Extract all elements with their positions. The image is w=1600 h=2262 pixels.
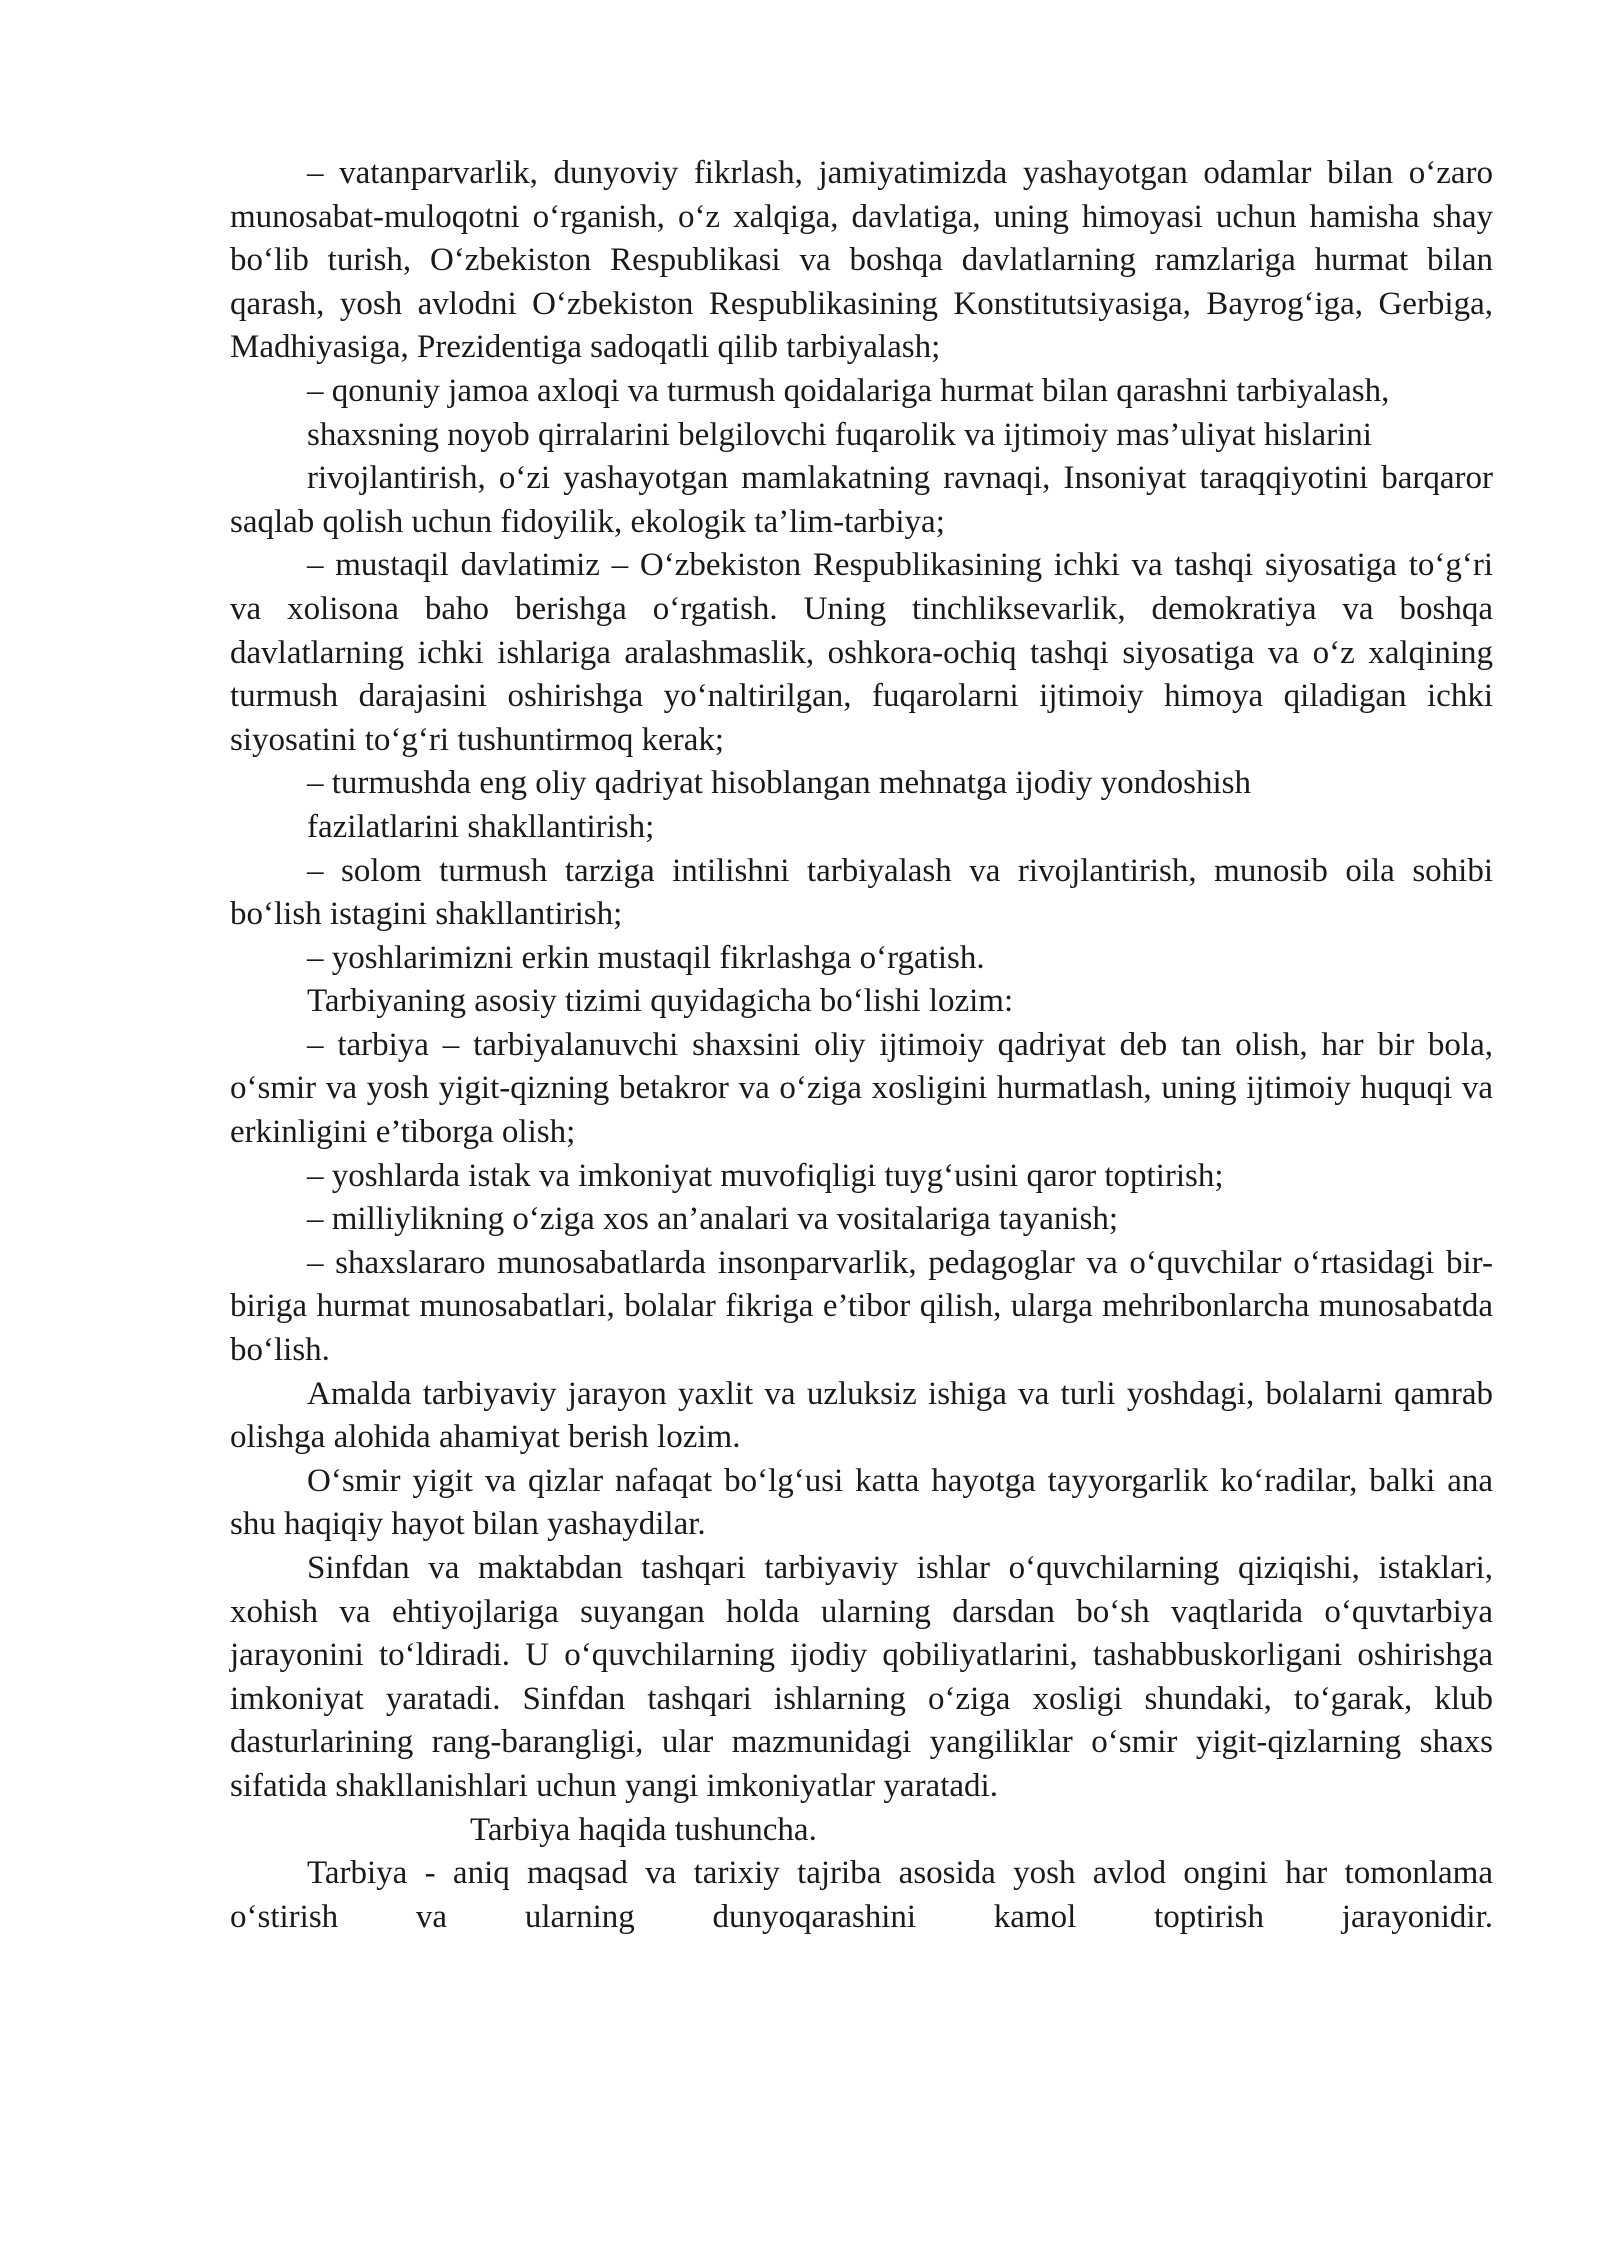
paragraph-extracurricular: Sinfdan va maktabdan tashqari tarbiyaviy ishlar o‘quvchilarning qiziqishi, istaklari, xohish va ehtiyojlariga suyangan holda ularning darsdan bo‘sh vaqtlarida o‘quvtarbiya jarayonini to‘ldiradi. U o‘quvchilarning ijodiy qobiliyatlarini, tashabbuskorligani oshirishga imkoniyat yaratadi. Sinfdan tashqari ishlarning o‘ziga xosligi shundaki, to‘garak, klub dasturlarining rang-barangligi, ular mazmunidagi yangiliklar o‘smir yigit-qizlarning shaxs sifatida shakllanishlari uchun yangi imkoniyatlar yaratadi. (230, 1550, 1493, 1804)
paragraph-definition: Tarbiya - aniq maqsad va tarixiy tajriba asosida yosh avlod ongini har tomonlama o‘stirish va ularning dunyoqarashini kamol toptirish jarayonidir. (230, 1855, 1493, 1935)
paragraph-youth-life: O‘smir yigit va qizlar nafaqat bo‘lg‘usi katta hayotga tayyorgarlik ko‘radilar, balki ana shu haqiqiy hayot bilan yashaydilar. (230, 1462, 1493, 1543)
paragraph-aspirations: – yoshlarda istak va imkoniyat muvofiqligi tuyg‘usini qaror toptirish; (307, 1157, 1224, 1194)
paragraph-healthy-lifestyle: – solom turmush tarziga intilishni tarbiyalash va rivojlantirish, munosib oila sohibi bo‘lish istagini shakllantirish; (230, 852, 1493, 933)
paragraph-personality-value: – tarbiya – tarbiyalanuvchi shaxsini oliy ijtimoiy qadriyat deb tan olish, har bir bola, o‘smir va yosh yigit-qizning betakror va o‘ziga xosligini hurmatlash, uning ijtimoiy huquqi va erkinligini e’tiborga olish; (230, 1026, 1493, 1151)
paragraph-humanism: – shaxslararo munosabatlarda insonparvarlik, pedagoglar va o‘quvchilar o‘rtasidagi bir-biriga hurmat munosabatlari, bolalar fikriga e’tibor qilish, ularga mehribonlarcha munosabatda bo‘lish. (230, 1244, 1493, 1369)
paragraph-legal-morality: – qonuniy jamoa axloqi va turmush qoidalariga hurmat bilan qarashni tarbiyalash, (307, 372, 1390, 409)
paragraph-civic-responsibility: shaxsning noyob qirralarini belgilovchi fuqarolik va ijtimoiy mas’uliyat hislarini (307, 416, 1372, 453)
paragraph-labor-values: – turmushda eng oliy qadriyat hisoblangan mehnatga ijodiy yondoshish (307, 765, 1252, 802)
paragraph-patriotism: – vatanparvarlik, dunyoviy fikrlash, jamiyatimizda yashayotgan odamlar bilan o‘zaro munosabat-muloqotni o‘rganish, o‘z xalqiga, davlatiga, uning himoyasi uchun hamisha shay bo‘lib turish, O‘zbekiston Respublikasi va boshqa davlatlarning ramzlariga hurmat bilan qarash, yosh avlodni O‘zbekiston Respublikasining Konstitutsiyasiga, Bayrog‘iga, Gerbiga, Madhiyasiga, Prezidentiga sadoqatli qilib tarbiyalash; (230, 155, 1493, 366)
paragraph-system-intro: Tarbiyaning asosiy tizimi quyidagicha bo‘lishi lozim: (307, 983, 1014, 1020)
paragraph-national-traditions: – milliylikning o‘ziga xos an’analari va vositalariga tayanish; (307, 1201, 1119, 1238)
section-heading: Tarbiya haqida tushuncha. (470, 1811, 817, 1848)
paragraph-independent-thinking: – yoshlarimizni erkin mustaqil fikrlashga o‘rgatish. (307, 939, 985, 976)
document-page (230, 152, 1493, 1939)
paragraph-labor-values-cont: fazilatlarini shakllantirish; (307, 808, 655, 845)
paragraph-continuous-process: Amalda tarbiyaviy jarayon yaxlit va uzluksiz ishiga va turli yoshdagi, bolalarni qamrab olishga alohida ahamiyat berish lozim. (230, 1375, 1493, 1456)
paragraph-development: rivojlantirish, o‘zi yashayotgan mamlakatning ravnaqi, Insoniyat taraqqiyotini barqaror saqlab qolish uchun fidoyilik, ekologik ta’lim-tarbiya; (230, 460, 1493, 540)
paragraph-state-policy: – mustaqil davlatimiz – O‘zbekiston Respublikasining ichki va tashqi siyosatiga to‘g‘ri va xolisona baho berishga o‘rgatish. Uning tinchliksevarlik, demokratiya va boshqa davlatlarning ichki ishlariga aralashmaslik, oshkora-ochiq tashqi siyosatiga va o‘z xalqining turmush darajasini oshirishga yo‘naltirilgan, fuqarolarni ijtimoiy himoya qiladigan ichki siyosatini to‘g‘ri tushuntirmoq kerak; (230, 547, 1493, 758)
